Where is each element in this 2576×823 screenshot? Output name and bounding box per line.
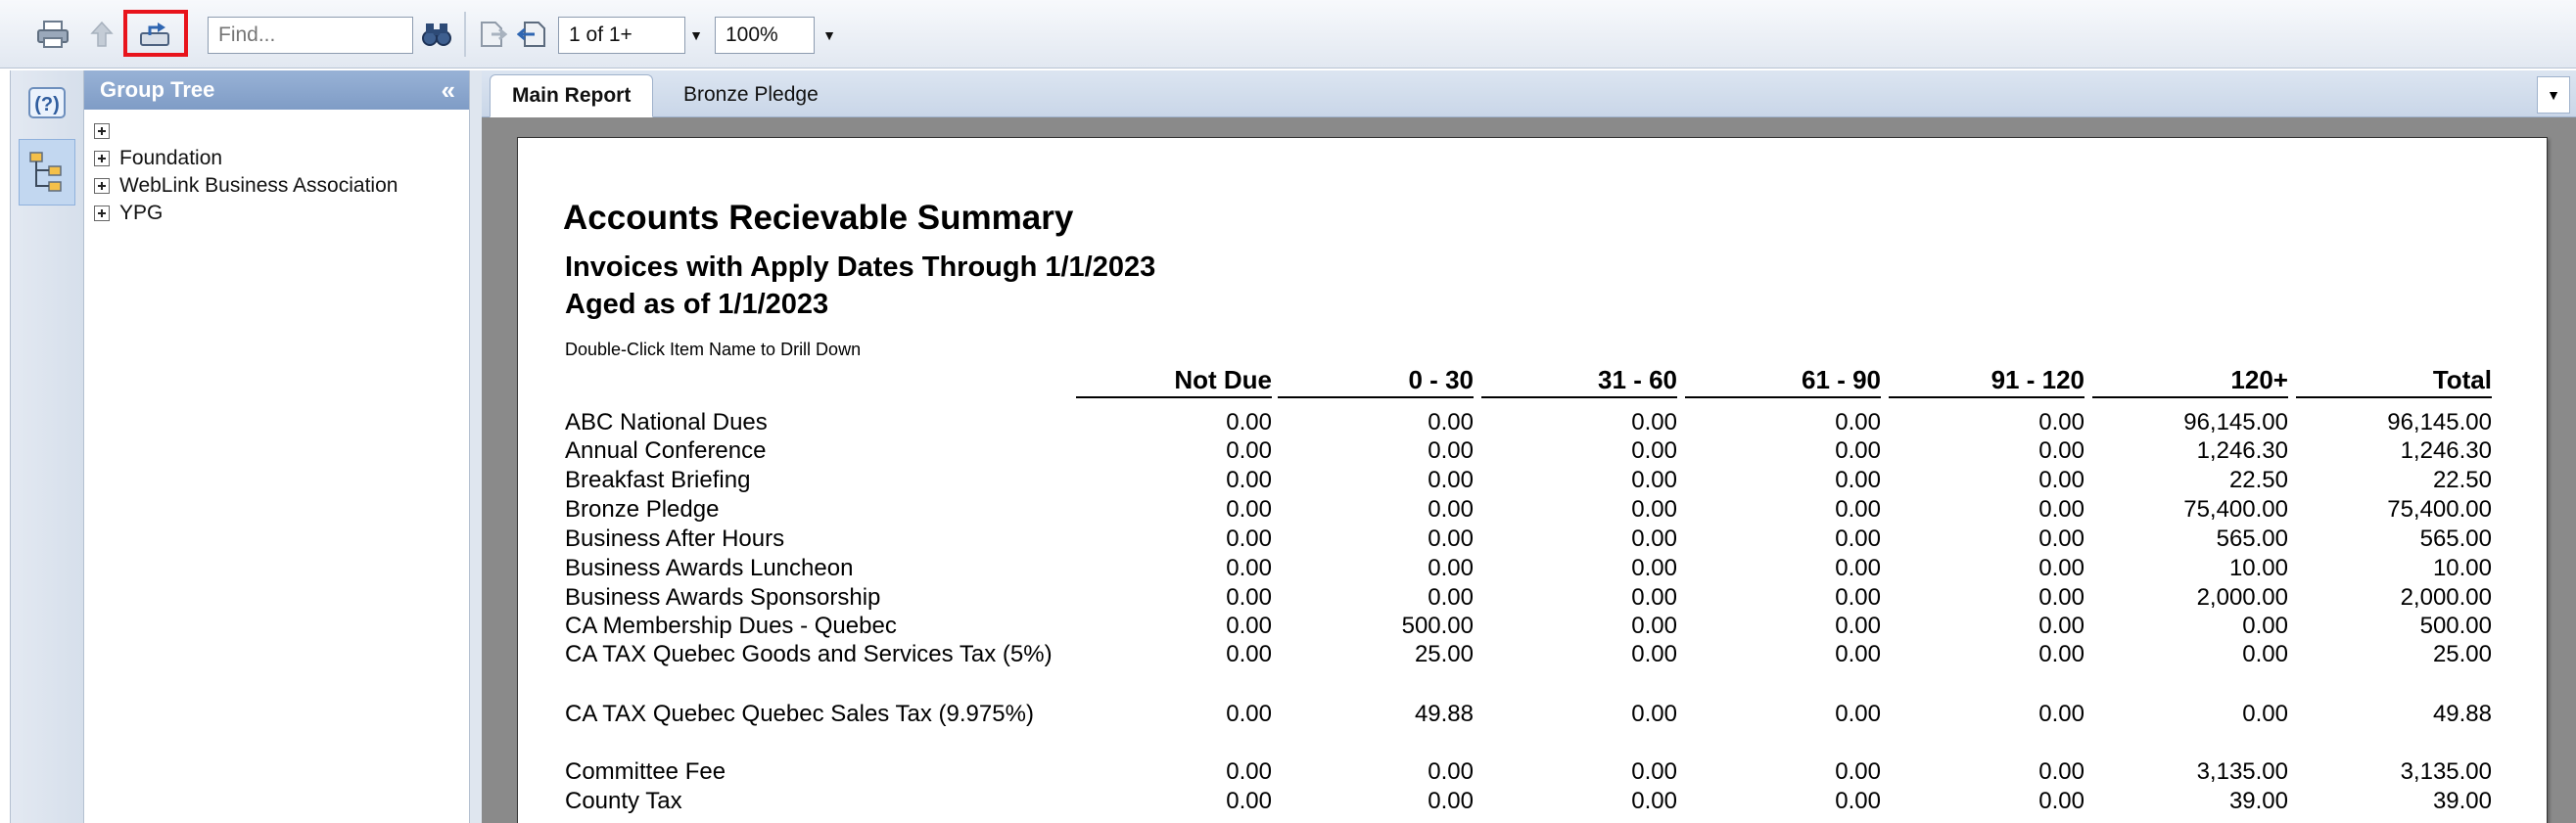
page-prev-icon	[478, 20, 509, 49]
report-title: Accounts Recievable Summary	[563, 199, 1074, 237]
table-cell: 0.00	[1428, 788, 1474, 814]
print-button[interactable]	[27, 12, 78, 57]
expand-icon[interactable]	[94, 123, 110, 139]
row-item-name[interactable]: ABC National Dues	[565, 409, 768, 435]
binoculars-search-icon	[421, 21, 452, 48]
table-cell: 0.00	[2242, 613, 2288, 639]
table-cell: 0.00	[1835, 701, 1881, 727]
expand-icon[interactable]	[94, 206, 110, 221]
row-item-name[interactable]: CA Membership Dues - Quebec	[565, 613, 897, 639]
table-cell: 75,400.00	[2387, 496, 2492, 523]
table-cell: 0.00	[2038, 613, 2084, 639]
table-cell: 0.00	[1428, 437, 1474, 464]
table-cell: 0.00	[2038, 584, 2084, 611]
table-cell: 0.00	[1226, 409, 1272, 435]
row-item-name[interactable]: Bronze Pledge	[565, 496, 720, 523]
column-header: 31 - 60	[1481, 365, 1677, 398]
table-cell: 0.00	[2038, 701, 2084, 727]
zoom-chevron-down-icon[interactable]: ▼	[822, 27, 836, 43]
table-cell: 500.00	[1401, 613, 1474, 639]
table-cell: 3,135.00	[2400, 758, 2492, 785]
table-cell: 39.00	[2228, 788, 2288, 814]
page-next-icon	[517, 20, 548, 49]
table-cell: 2,000.00	[2400, 584, 2492, 611]
table-cell: 0.00	[1835, 555, 1881, 581]
collapse-icon[interactable]: «	[441, 75, 455, 105]
table-cell: 0.00	[1835, 613, 1881, 639]
table-cell: 0.00	[1226, 701, 1272, 727]
table-cell: 0.00	[2038, 496, 2084, 523]
table-cell: 3,135.00	[2196, 758, 2288, 785]
table-cell: 0.00	[1631, 701, 1677, 727]
tree-hierarchy-icon	[27, 150, 67, 195]
column-header: 91 - 120	[1889, 365, 2084, 398]
table-cell: 0.00	[1835, 437, 1881, 464]
table-cell: 0.00	[2038, 437, 2084, 464]
row-item-name[interactable]: Annual Conference	[565, 437, 767, 464]
side-rail	[10, 70, 84, 823]
row-item-name[interactable]: Breakfast Briefing	[565, 467, 751, 493]
table-cell: 0.00	[1226, 526, 1272, 552]
table-cell: 0.00	[1428, 409, 1474, 435]
table-cell: 49.88	[1414, 701, 1474, 727]
tree-item-label[interactable]: Foundation	[119, 147, 223, 169]
export-button[interactable]	[123, 10, 188, 57]
table-cell: 0.00	[1631, 641, 1677, 667]
tabs-chevron-down-icon[interactable]: ▼	[2537, 76, 2570, 114]
tree-item-foundation[interactable]	[94, 145, 222, 172]
table-cell: 0.00	[1631, 496, 1677, 523]
page-navigator-chevron-down-icon[interactable]: ▼	[689, 27, 703, 43]
tree-item-ypg[interactable]	[94, 200, 163, 227]
table-cell: 0.00	[1631, 409, 1677, 435]
table-cell: 0.00	[1835, 641, 1881, 667]
table-cell: 0.00	[1835, 584, 1881, 611]
report-viewport[interactable]	[482, 117, 2576, 823]
table-cell: 0.00	[2038, 409, 2084, 435]
toolbar	[0, 0, 2576, 69]
table-cell: 2,000.00	[2196, 584, 2288, 611]
table-cell: 0.00	[1428, 467, 1474, 493]
table-cell: 49.88	[2432, 701, 2492, 727]
expand-icon[interactable]	[94, 178, 110, 194]
tree-item[interactable]	[94, 117, 119, 145]
group-tree-header	[84, 70, 469, 110]
tab-main-report[interactable]: Main Report	[490, 74, 653, 117]
report-subtitle: Invoices with Apply Dates Through 1/1/2023	[565, 251, 1156, 283]
table-cell: 0.00	[1428, 758, 1474, 785]
expand-icon[interactable]	[94, 151, 110, 166]
table-cell: 0.00	[1631, 758, 1677, 785]
table-cell: 0.00	[1631, 584, 1677, 611]
row-item-name[interactable]: Business After Hours	[565, 526, 785, 552]
row-item-name[interactable]: Business Awards Sponsorship	[565, 584, 881, 611]
table-cell: 0.00	[1226, 584, 1272, 611]
table-cell: 96,145.00	[2387, 409, 2492, 435]
table-cell: 0.00	[1428, 526, 1474, 552]
table-cell: 10.00	[2228, 555, 2288, 581]
table-cell: 0.00	[1631, 555, 1677, 581]
row-item-name[interactable]: Committee Fee	[565, 758, 726, 785]
table-cell: 0.00	[1631, 526, 1677, 552]
table-cell: 0.00	[2038, 641, 2084, 667]
table-cell: 0.00	[1226, 758, 1272, 785]
table-cell: 0.00	[1631, 788, 1677, 814]
table-cell: 0.00	[1835, 409, 1881, 435]
table-cell: 75,400.00	[2183, 496, 2288, 523]
table-cell: 10.00	[2432, 555, 2492, 581]
table-cell: 0.00	[1226, 496, 1272, 523]
zoom-select[interactable]: 100%	[715, 17, 815, 54]
toolbar-separator	[464, 12, 466, 57]
table-cell: 22.50	[2432, 467, 2492, 493]
table-cell: 0.00	[1835, 758, 1881, 785]
column-header: 120+	[2092, 365, 2288, 398]
report-aged-as-of: Aged as of 1/1/2023	[565, 289, 829, 320]
table-cell: 0.00	[2038, 788, 2084, 814]
next-page-button[interactable]	[507, 12, 558, 57]
column-header: 61 - 90	[1685, 365, 1881, 398]
table-cell: 0.00	[1631, 467, 1677, 493]
table-cell: 0.00	[1835, 496, 1881, 523]
help-icon	[27, 86, 67, 119]
table-cell: 0.00	[1428, 496, 1474, 523]
print-icon	[36, 20, 70, 49]
table-cell: 39.00	[2432, 788, 2492, 814]
row-item-name[interactable]: CA TAX Quebec Quebec Sales Tax (9.975%)	[565, 701, 1034, 727]
table-cell: 0.00	[1835, 788, 1881, 814]
page-navigator[interactable]: 1 of 1+	[558, 17, 685, 54]
table-cell: 0.00	[1226, 437, 1272, 464]
table-cell: 0.00	[1631, 613, 1677, 639]
table-cell: 0.00	[1226, 467, 1272, 493]
up-arrow-icon	[90, 20, 114, 49]
export-icon	[138, 18, 173, 49]
table-cell: 0.00	[2242, 701, 2288, 727]
table-cell: 0.00	[2038, 758, 2084, 785]
search-button[interactable]	[411, 12, 462, 57]
table-cell: 22.50	[2228, 467, 2288, 493]
table-cell: 0.00	[1835, 467, 1881, 493]
tree-item-label[interactable]: WebLink Business Association	[119, 174, 398, 197]
column-header: Not Due	[1076, 365, 1272, 398]
table-cell: 500.00	[2419, 613, 2492, 639]
table-cell: 1,246.30	[2196, 437, 2288, 464]
panel-splitter[interactable]	[470, 70, 482, 823]
table-cell: 0.00	[1631, 437, 1677, 464]
drill-down-note: Double-Click Item Name to Drill Down	[565, 340, 862, 359]
table-cell: 0.00	[2242, 641, 2288, 667]
table-cell: 0.00	[2038, 555, 2084, 581]
row-item-name[interactable]: Business Awards Luncheon	[565, 555, 854, 581]
group-tree-panel	[84, 70, 470, 823]
table-cell: 0.00	[1226, 788, 1272, 814]
table-cell: 565.00	[2216, 526, 2288, 552]
row-item-name[interactable]: County Tax	[565, 788, 682, 814]
tab-bronze-pledge[interactable]: Bronze Pledge	[683, 83, 819, 106]
table-cell: 96,145.00	[2183, 409, 2288, 435]
column-header: 0 - 30	[1278, 365, 1474, 398]
table-cell: 0.00	[1226, 555, 1272, 581]
find-input[interactable]	[208, 17, 413, 54]
table-cell: 0.00	[1835, 526, 1881, 552]
group-tree-toggle[interactable]	[19, 139, 75, 206]
help-button[interactable]	[19, 78, 75, 127]
group-tree-title: Group Tree	[100, 77, 215, 102]
table-cell: 0.00	[1226, 641, 1272, 667]
table-cell: 0.00	[1226, 613, 1272, 639]
table-cell: 0.00	[2038, 467, 2084, 493]
tree-item-label[interactable]: YPG	[119, 202, 164, 224]
table-cell: 1,246.30	[2400, 437, 2492, 464]
table-cell: 565.00	[2419, 526, 2492, 552]
table-cell: 25.00	[1414, 641, 1474, 667]
table-cell: 0.00	[1428, 584, 1474, 611]
svg-text:(?): (?)	[34, 94, 60, 115]
up-button[interactable]	[76, 12, 127, 57]
table-cell: 0.00	[2038, 526, 2084, 552]
tree-item-weblink[interactable]	[94, 172, 398, 200]
row-item-name[interactable]: CA TAX Quebec Goods and Services Tax (5%)	[565, 641, 1053, 667]
report-page	[517, 137, 2548, 823]
column-header: Total	[2296, 365, 2492, 398]
report-tabs	[482, 70, 2576, 117]
table-cell: 0.00	[1428, 555, 1474, 581]
table-cell: 25.00	[2432, 641, 2492, 667]
